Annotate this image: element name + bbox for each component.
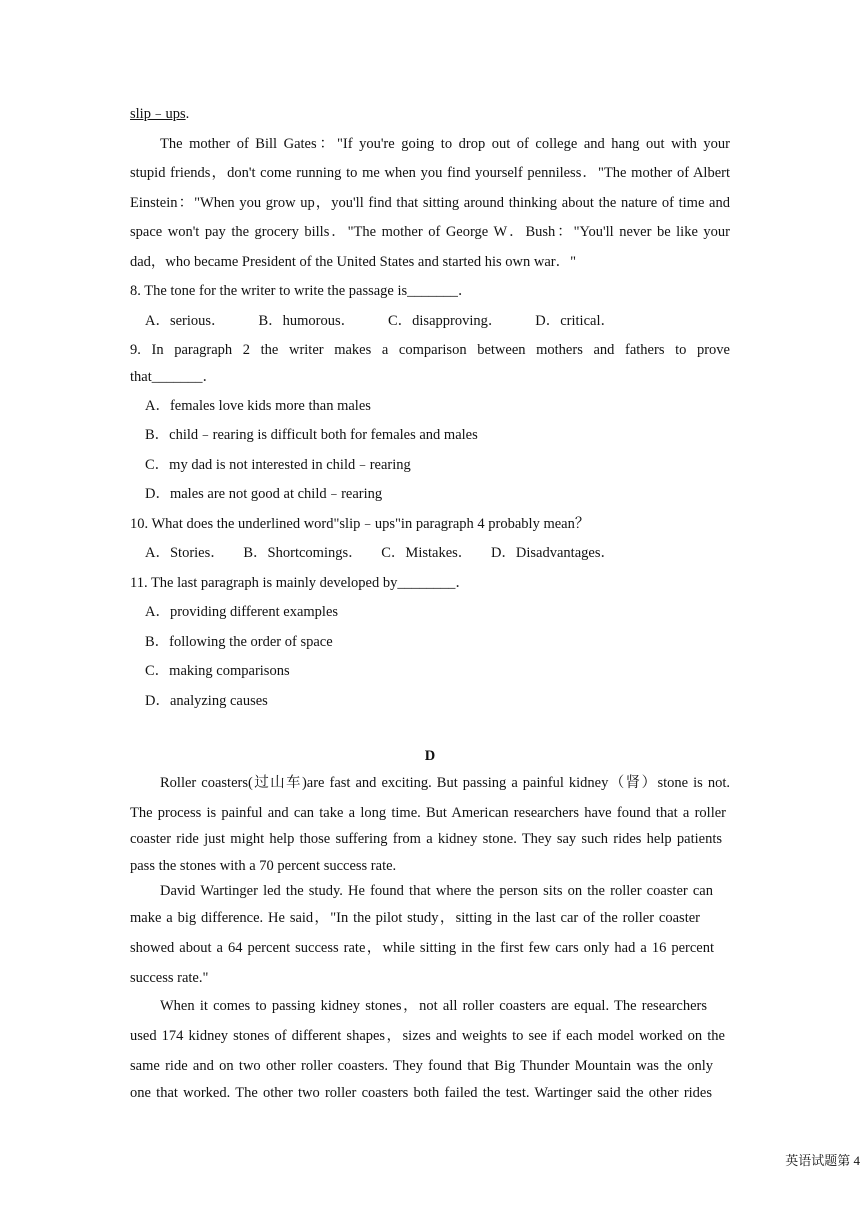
option-c: C．making comparisons: [145, 663, 290, 679]
option-c: C．Mistakes．: [381, 545, 473, 561]
question-8-options: [145, 311, 615, 331]
option-a: A．providing different examples: [145, 604, 339, 620]
option-a: A．females love kids more than males: [145, 398, 371, 414]
passage-d-line: success rate.": [130, 970, 209, 986]
question-8-stem: 8. The tone for the writer to write the passage is_______．: [130, 283, 473, 299]
option-b: B．humorous．: [258, 313, 356, 329]
passage-c-line: The mother of Bill Gates："If you're going to drop out of college and hang out with your: [160, 136, 730, 152]
passage-c-line: space won't pay the grocery bills．"The mother of George W．Bush："You'll never be like your: [130, 224, 730, 240]
option-a: A．Stories．: [145, 545, 225, 561]
passage-d-line: The process is painful and can take a long time. But American researchers have found that a roller: [130, 805, 726, 821]
option-a: A．serious．: [145, 313, 226, 329]
question-10-options: [145, 543, 615, 563]
passage-d-line: Roller coasters(过山车)are fast and exciting. But passing a painful kidney（肾）stone is not.: [160, 775, 730, 791]
passage-d-line: one that worked. The other two roller coasters both failed the test. Wartinger said the other rides: [130, 1085, 712, 1101]
question-10-stem: 10. What does the underlined word"slip﹣ups"in paragraph 4 probably mean？: [130, 516, 590, 532]
option-b: B．following the order of space: [145, 634, 333, 650]
passage-d-line: pass the stones with a 70 percent success rate.: [130, 858, 397, 874]
option-c: C．disapproving．: [387, 313, 503, 329]
passage-d-line: used 174 kidney stones of different shapes，sizes and weights to see if each model worked on the: [130, 1028, 725, 1044]
section-heading: D: [424, 748, 436, 764]
option-d: D．critical．: [535, 313, 615, 329]
passage-d-line: same ride and on two other roller coasters. They found that Big Thunder Mountain was the only: [130, 1058, 713, 1074]
passage-c-line: Einstein："When you grow up，you'll find that sitting around thinking about the nature of time and: [130, 195, 730, 211]
passage-d-line: showed about a 64 percent success rate，while sitting in the first few cars only had a 16 percent: [130, 940, 714, 956]
option-d: D．males are not good at child﹣rearing: [145, 486, 383, 502]
option-b: B．Shortcomings．: [243, 545, 363, 561]
passage-d-line: make a big difference. He said，"In the pilot study，sitting in the last car of the roller coaster: [130, 910, 700, 926]
passage-d-line: coaster ride just might help those suffering from a kidney stone. They say such rides help patients: [130, 831, 722, 847]
passage-c-line-0: slip﹣ups.: [130, 106, 190, 122]
option-c: C．my dad is not interested in child﹣rearing: [145, 457, 411, 473]
passage-c-line: dad，who became President of the United States and started his own war．": [130, 254, 577, 270]
option-d: D．Disadvantages．: [490, 545, 615, 561]
passage-c-line: stupid friends，don't come running to me when you find yourself penniless．"The mother of Albert: [130, 165, 730, 181]
question-11-stem: 11. The last paragraph is mainly developed by________．: [130, 575, 470, 591]
question-9-stem: 9. In paragraph 2 the writer makes a comparison between mothers and fathers to prove: [130, 342, 730, 358]
page-footer: 英语试题第 4: [785, 1153, 860, 1168]
passage-d-line: David Wartinger led the study. He found that where the person sits on the roller coaster can: [160, 883, 713, 899]
option-b: B．child﹣rearing is difficult both for females and males: [145, 427, 478, 443]
question-9-stem-cont: that_______．: [130, 369, 217, 385]
passage-d-line: When it comes to passing kidney stones，not all roller coasters are equal. The researchers: [160, 998, 707, 1014]
underlined-word: slip﹣ups: [130, 106, 186, 122]
option-d: D．analyzing causes: [145, 693, 268, 709]
